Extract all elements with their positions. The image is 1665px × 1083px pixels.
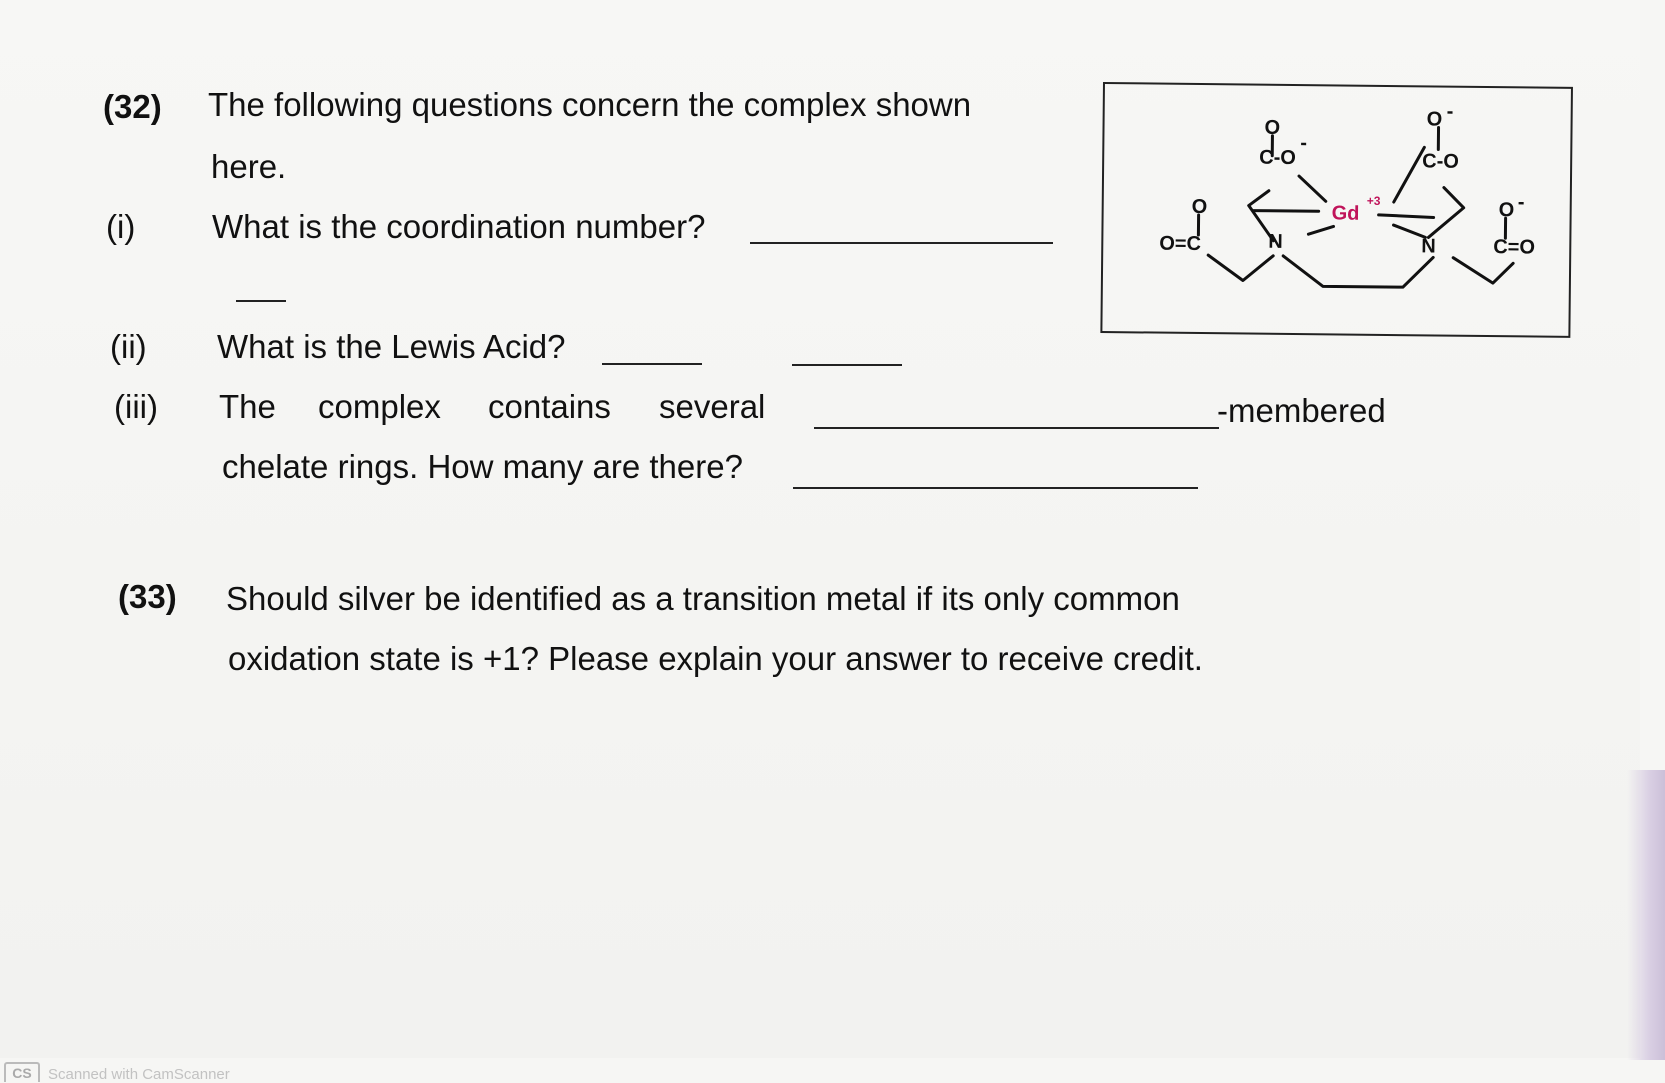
label-right-outer: C=O xyxy=(1493,236,1535,258)
complex-structure-figure xyxy=(1100,82,1573,338)
question-32-intro-line2: here. xyxy=(211,150,286,183)
page-edge-shadow xyxy=(1627,770,1665,1060)
part-iii-word-3: contains xyxy=(488,390,611,423)
gd-o-bond-top-right xyxy=(1394,147,1425,202)
part-i-question: What is the coordination number? xyxy=(212,210,705,243)
part-iii-question-line2: chelate rings. How many are there? xyxy=(222,450,743,483)
part-iii-ring-size-blank[interactable] xyxy=(814,427,1219,429)
label-n-right: N xyxy=(1421,235,1436,257)
part-iii-membered-suffix: -membered xyxy=(1217,394,1386,427)
question-32-intro-line1: The following questions concern the complex shown xyxy=(208,88,971,121)
label-left-outer: O=C xyxy=(1159,233,1201,255)
part-ii-answer-blank-2[interactable] xyxy=(792,364,902,366)
right-outer-arm xyxy=(1453,258,1513,284)
label-top-left-co: C-O xyxy=(1259,147,1296,169)
part-iii-word-1: The xyxy=(219,390,276,423)
part-i-label: (i) xyxy=(106,210,135,243)
part-ii-answer-blank-1[interactable] xyxy=(602,363,702,365)
question-33-line2: oxidation state is +1? Please explain your answer to receive credit. xyxy=(228,642,1203,675)
part-i-answer-blank[interactable] xyxy=(750,242,1053,244)
part-iii-ring-count-blank[interactable] xyxy=(793,487,1198,489)
label-o-top-left: O xyxy=(1264,117,1280,139)
part-iii-word-4: several xyxy=(659,390,765,423)
label-n-left: N xyxy=(1268,231,1283,253)
label-o-left: O xyxy=(1192,196,1208,218)
question-33-line1: Should silver be identified as a transition metal if its only common xyxy=(226,582,1180,615)
label-gd-metal: Gd xyxy=(1332,202,1360,224)
label-o-minus-top-right: - xyxy=(1447,101,1454,123)
label-gd-charge: +3 xyxy=(1367,194,1381,208)
camscanner-footer-text: Scanned with CamScanner xyxy=(48,1066,230,1083)
camscanner-logo: CS xyxy=(4,1062,40,1082)
part-iii-word-2: complex xyxy=(318,390,441,423)
label-o-top-right: O xyxy=(1427,108,1443,130)
right-top-arm xyxy=(1428,187,1464,237)
gd-complex-diagram xyxy=(1102,84,1571,336)
n-gd-bond-left xyxy=(1308,226,1333,234)
question-32-number: (32) xyxy=(103,90,162,123)
part-iii-label: (iii) xyxy=(114,390,158,423)
label-o-minus-right: - xyxy=(1518,191,1525,213)
question-33-number: (33) xyxy=(118,580,177,613)
o-gd-bond-left xyxy=(1254,211,1319,212)
label-o-minus-top-left: - xyxy=(1300,132,1307,154)
part-ii-label: (ii) xyxy=(110,330,147,363)
o-gd-bond-top-left xyxy=(1299,176,1326,201)
ethylene-bridge xyxy=(1283,256,1433,288)
left-outer-arm xyxy=(1208,255,1273,281)
stray-pen-mark xyxy=(236,300,286,302)
gd-o-bond-right xyxy=(1379,215,1434,218)
part-ii-question: What is the Lewis Acid? xyxy=(217,330,566,363)
label-o-right: O xyxy=(1499,199,1515,221)
label-top-right-co: C-O xyxy=(1422,150,1459,172)
